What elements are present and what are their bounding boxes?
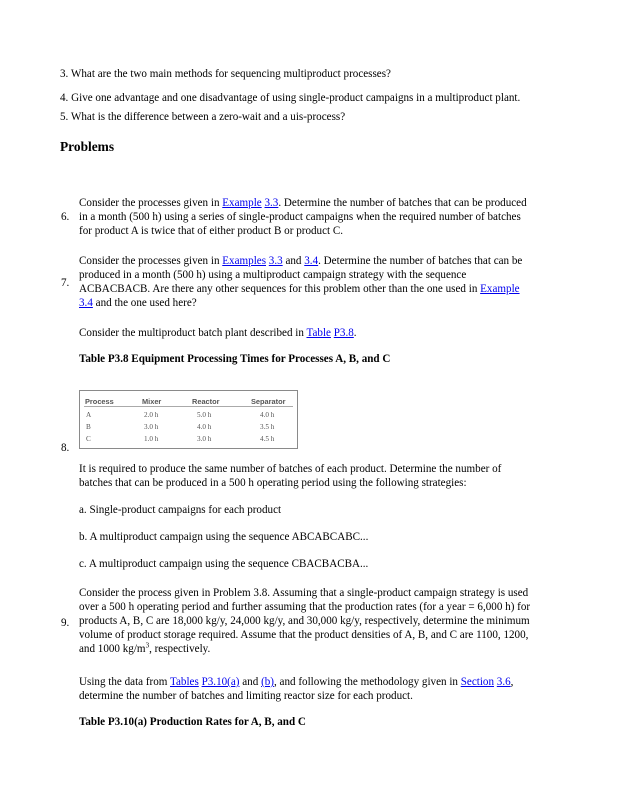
problem-8-intro: Consider the multiproduct batch plant described in Table P3.8.	[79, 327, 357, 339]
problems-heading: Problems	[60, 139, 115, 154]
table-header-reactor: Reactor	[192, 397, 220, 406]
table-header-mixer: Mixer	[142, 397, 162, 406]
table-cell: 3.5 h	[260, 423, 275, 431]
question-3: 3. What are the two main methods for sequencing multiproduct processes?	[60, 68, 391, 80]
problem-9-text: Consider the process given in Problem 3.8. Assuming that a single-product campaign strategy is used over a 500 h operating period and further assuming that the production rates (for a year = 6,000 h) for products A, B, C are 18,000 kg/y, 24,000 kg/y, and 30,000 kg/y, respectively, determine the minimum volume of product storage required. Assume that the product densities of A, B, and C are 1100, 1200, and 1000 $kg/m^3$, respectively.	[79, 587, 531, 655]
table-cell: C	[86, 435, 91, 443]
question-4: 4. Give one advantage and one disadvantage of using single-product campaigns in a multiproduct plant.	[60, 92, 521, 104]
table-p3-8-link[interactable]: P3.8	[333, 327, 354, 339]
section-3-6-link[interactable]: 3.6	[496, 676, 511, 688]
example-3-3-link[interactable]: 3.3	[264, 197, 279, 209]
table-p3-10a-caption: Table P3.10(a) Production Rates for A, B, and C	[79, 716, 306, 728]
table-p3-8	[79, 390, 298, 449]
problem-6-number: 6.	[61, 211, 70, 223]
problem-7-text: Consider the processes given in Examples 3.3 and 3.4. Determine the number of batches that can be produced in a month (500 h) using a multiproduct campaign strategy with the sequence ACBACBACB. Are there any other sequences for this problem other than the one used in Example 3.4 and the one used here?	[79, 255, 523, 309]
table-cell: 3.0 h	[144, 423, 159, 431]
problem-8-option-a: a. Single-product campaigns for each product	[79, 504, 282, 516]
examples-link[interactable]: Examples	[222, 255, 267, 267]
question-5: 5. What is the difference between a zero-wait and a uis-process?	[60, 111, 346, 123]
example-link[interactable]: Example	[480, 283, 520, 295]
problem-7-number: 7.	[61, 277, 70, 289]
table-link[interactable]: Table	[306, 327, 331, 339]
example-link[interactable]: Example	[222, 197, 262, 209]
problem-8-option-b: b. A multiproduct campaign using the sequence ABCABCABC...	[79, 531, 369, 543]
example-3-3-link[interactable]: 3.3	[268, 255, 283, 267]
table-p3-8-caption: Table P3.8 Equipment Processing Times for Processes A, B, and C	[79, 353, 391, 365]
problem-8-option-c: c. A multiproduct campaign using the sequence CBACBACBA...	[79, 558, 369, 570]
table-header-rule	[84, 406, 293, 407]
example-3-4-link[interactable]: 3.4	[79, 297, 93, 309]
table-cell: 1.0 h	[144, 435, 159, 443]
example-3-4-link[interactable]: 3.4	[304, 255, 319, 267]
table-p3-10b-link[interactable]: (b)	[261, 676, 274, 688]
table-cell: 2.0 h	[144, 411, 159, 419]
table-header-separator: Separator	[251, 397, 286, 406]
problem-6-text: Consider the processes given in Example 3.3. Determine the number of batches that can be produced in a month (500 h) using a series of single-product campaigns when the required number of batches for product A is twice that of either product B or product C.	[79, 197, 527, 237]
table-cell: 4.0 h	[260, 411, 275, 419]
table-cell: A	[86, 411, 92, 419]
table-cell: B	[86, 423, 91, 431]
problem-8-number: 8.	[61, 442, 70, 454]
table-header-process: Process	[85, 397, 114, 406]
table-cell: 4.0 h	[197, 423, 212, 431]
section-link[interactable]: Section	[460, 676, 495, 688]
table-cell: 5.0 h	[197, 411, 212, 419]
table-cell: 3.0 h	[197, 435, 212, 443]
table-cell: 4.5 h	[260, 435, 275, 443]
problem-9-data-text: Using the data from Tables P3.10(a) and (b), and following the methodology given in Section 3.6, determine the number of batches and limiting reactor size for each product.	[79, 676, 514, 702]
problem-8-text: It is required to produce the same number of batches of each product. Determine the number of batches that can be produced in a 500 h operating period using the following strategies:	[79, 463, 502, 489]
tables-link[interactable]: Tables	[170, 676, 199, 688]
problem-9-number: 9.	[61, 617, 70, 629]
table-p3-10a-link[interactable]: P3.10(a)	[201, 676, 240, 688]
